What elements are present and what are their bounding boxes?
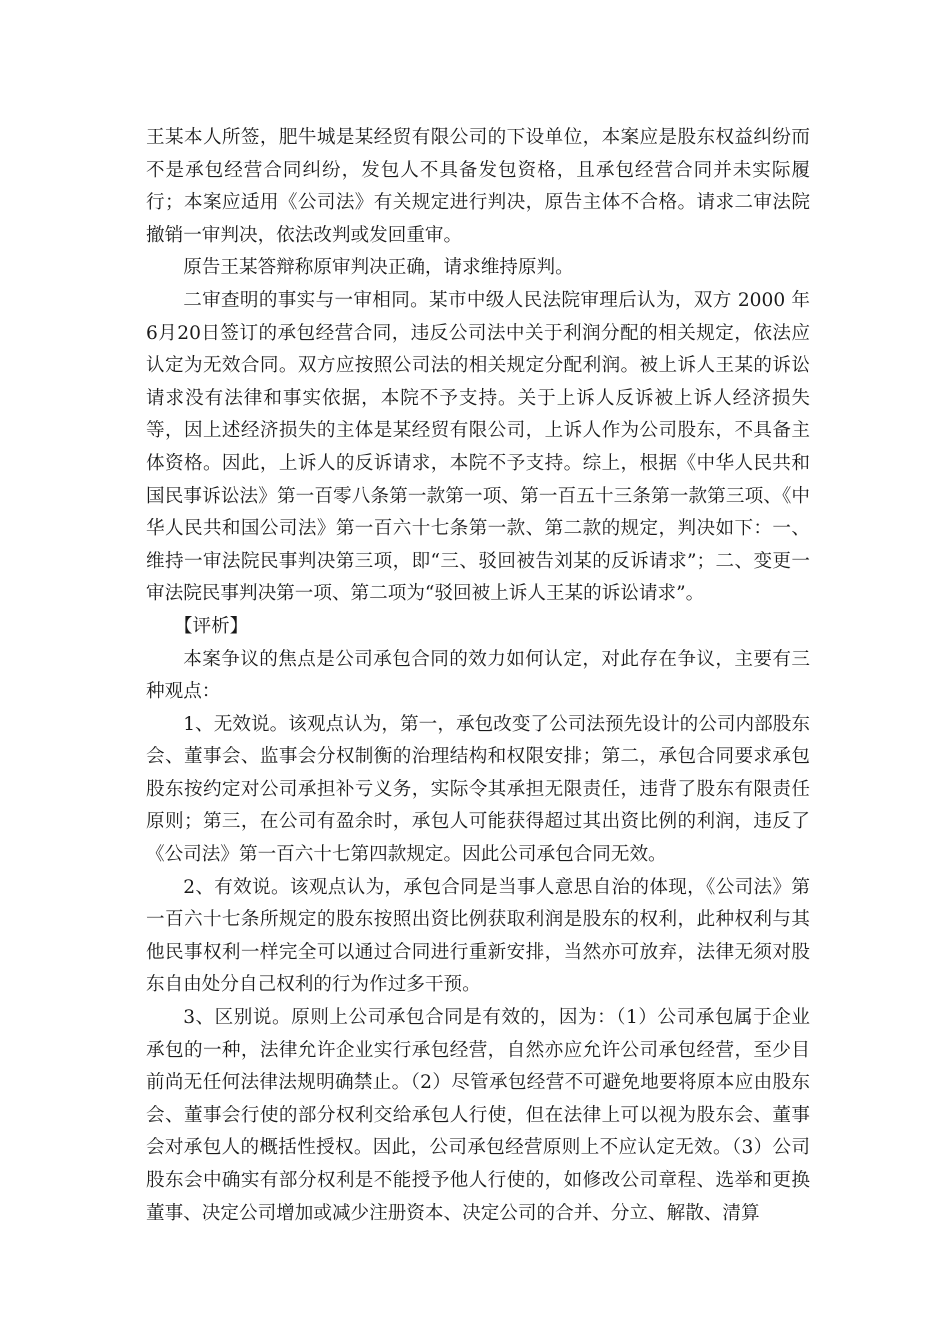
paragraph-second-instance-ruling: 二审查明的事实与一审相同。某市中级人民法院审理后认为，双方 2000 年6月20日签订的承包经营合同，违反公司法中关于利润分配的相关规定，依法应认定为无效合同。双方应按照公司法的相关规定分配利润。被上诉人王某的诉讼请求没有法律和事实依据，本院不予支持。关于上诉人反诉被上诉人经济损失等，因上述经济损失的主体是某经贸有限公司，上诉人作为公司股东，不具备主体资格。因此，上诉人的反诉请求，本院不予支持。综上，根据《中华人民共和国民事诉讼法》第一百零八条第一款第一项、第一百五十三条第一款第三项、《中华人民共和国公司法》第一百六十七条第一款、第二款的规定，判决如下：一、维持一审法院民事判决第三项，即“三、驳回被告刘某的反诉请求”；二、变更一审法院民事判决第一项、第二项为“驳回被上诉人王某的诉讼请求”。 xyxy=(146,289,810,605)
paragraph-appeal-grounds: 王某本人所签，肥牛城是某经贸有限公司的下设单位，本案应是股东权益纠纷而不是承包经营合同纠纷，发包人不具备发包资格，且承包经营合同并未实际履行；本案应适用《公司法》有关规定进行判决，原告主体不合格。请求二审法院撤销一审判决，依法改判或发回重审。 xyxy=(146,127,810,246)
section-heading-analysis: 【评析】 xyxy=(173,615,249,637)
document-body xyxy=(146,122,810,1230)
paragraph-plaintiff-reply: 原告王某答辩称原审判决正确，请求维持原判。 xyxy=(183,257,574,279)
paragraph-dispute-focus: 本案争议的焦点是公司承包合同的效力如何认定，对此存在争议，主要有三种观点： xyxy=(146,648,810,703)
paragraph-view-distinction: 3、区别说。原则上公司承包合同是有效的，因为：（1）公司承包属于企业承包的一种，法律允许企业实行承包经营，自然亦应允许公司承包经营，至少目前尚无任何法律法规明确禁止。（2）尽管承包经营不可避免地要将原本应由股东会、董事会行使的部分权利交给承包人行使，但在法律上可以视为股东会、董事会对承包人的概括性授权。因此，公司承包经营原则上不应认定无效。（3）公司股东会中确实有部分权利是不能授予他人行使的，如修改公司章程、选举和更换董事、决定公司增加或减少注册资本、决定公司的合并、分立、解散、清算 xyxy=(146,1007,810,1224)
paragraph-view-valid: 2、有效说。该观点认为，承包合同是当事人意思自治的体现，《公司法》第一百六十七条所规定的股东按照出资比例获取利润是股东的权利，此种权利与其他民事权利一样完全可以通过合同进行重新安排，当然亦可放弃，法律无须对股东自由处分自己权利的行为作过多干预。 xyxy=(146,876,810,996)
paragraph-view-invalid: 1、无效说。该观点认为，第一，承包改变了公司法预先设计的公司内部股东会、董事会、监事会分权制衡的治理结构和权限安排；第二，承包合同要求承包股东按约定对公司承担补亏义务，实际令其承担无限责任，违背了股东有限责任原则；第三，在公司有盈余时，承包人可能获得超过其出资比例的利润，违反了《公司法》第一百六十七第四款规定。因此公司承包合同无效。 xyxy=(146,713,810,866)
